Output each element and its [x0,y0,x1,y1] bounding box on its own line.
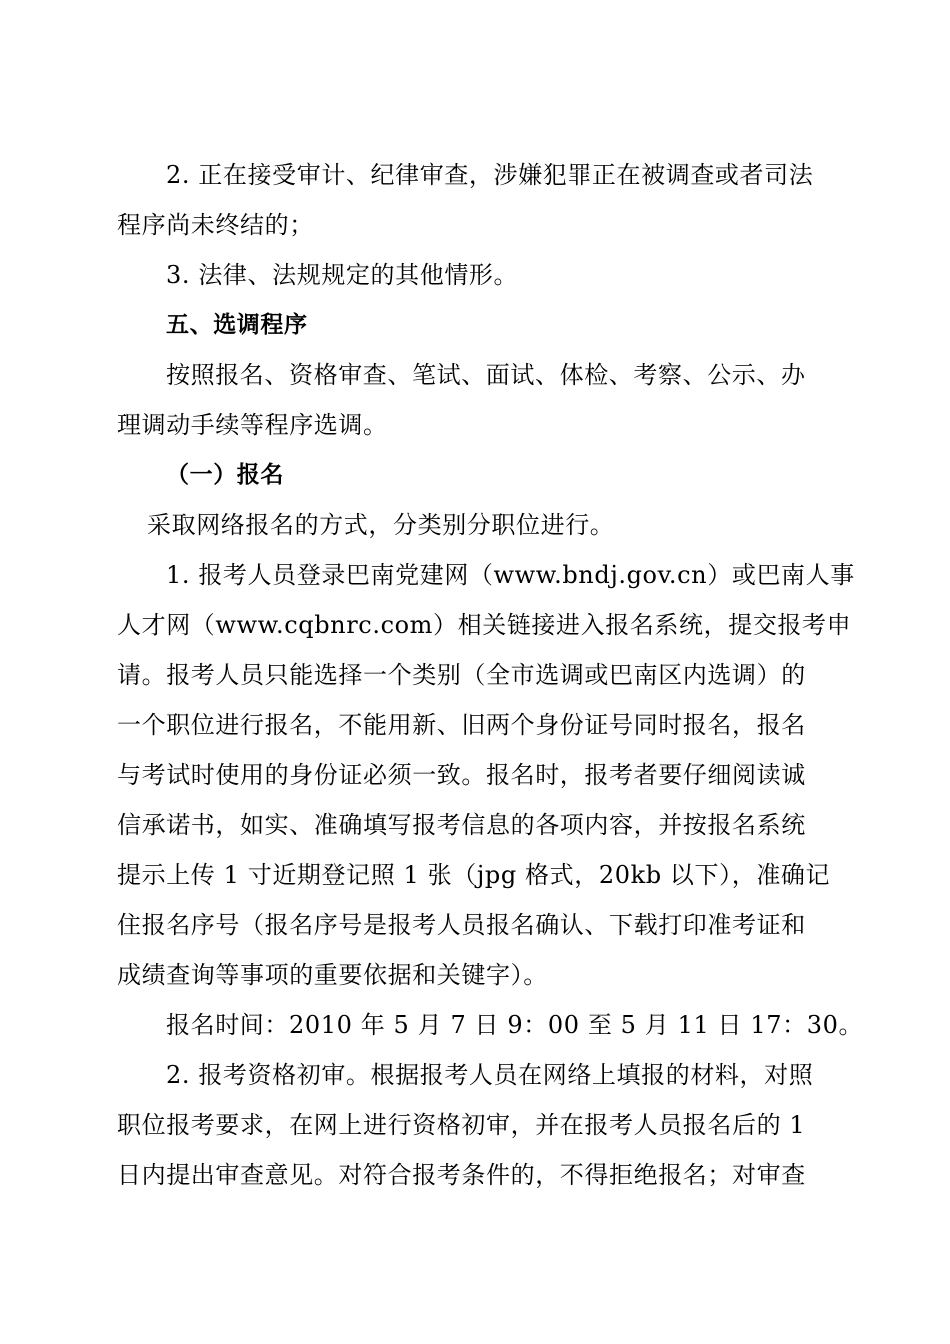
para-6-line-1: 报名时间：2010 年 5 月 7 日 9：00 至 5 月 11 日 17：30。 [166,1011,864,1039]
para-1-line-2: 程序尚未终结的； [117,211,314,239]
section-heading-5: 五、选调程序 [166,312,308,338]
para-4-line-1: 采取网络报名的方式，分类别分职位进行。 [147,511,615,539]
para-3-line-1: 按照报名、资格审查、笔试、面试、体检、考察、公示、办 [166,361,806,389]
para-5-line-4: 一个职位进行报名，不能用新、旧两个身份证号同时报名，报名 [117,711,806,739]
para-7-line-3: 日内提出审查意见。对符合报考条件的，不得拒绝报名；对审查 [117,1161,806,1189]
para-7-line-2: 职位报考要求，在网上进行资格初审，并在报考人员报名后的 1 [117,1111,806,1139]
para-5-line-1: 1. 报考人员登录巴南党建网（www.bndj.gov.cn）或巴南人事 [166,561,855,589]
para-7-line-1: 2. 报考资格初审。根据报考人员在网络上填报的材料，对照 [166,1061,814,1089]
subsection-heading-1: （一）报名 [166,462,284,488]
para-5-line-7: 提示上传 1 寸近期登记照 1 张（jpg 格式，20kb 以下），准确记 [117,861,831,889]
para-5-line-3: 请。报考人员只能选择一个类别（全市选调或巴南区内选调）的 [117,661,806,689]
para-1-line-1: 2. 正在接受审计、纪律审查，涉嫌犯罪正在被调查或者司法 [166,161,814,189]
para-5-line-8: 住报名序号（报名序号是报考人员报名确认、下载打印准考证和 [117,911,806,939]
para-5-line-6: 信承诺书，如实、准确填写报考信息的各项内容，并按报名系统 [117,811,806,839]
para-5-line-2: 人才网（www.cqbnrc.com）相关链接进入报名系统，提交报考申 [117,611,852,639]
para-5-line-5: 与考试时使用的身份证必须一致。报名时，报考者要仔细阅读诚 [117,761,806,789]
para-2-line-1: 3. 法律、法规规定的其他情形。 [166,261,519,289]
para-3-line-2: 理调动手续等程序选调。 [117,411,388,439]
para-5-line-9: 成绩查询等事项的重要依据和关键字）。 [117,961,548,989]
